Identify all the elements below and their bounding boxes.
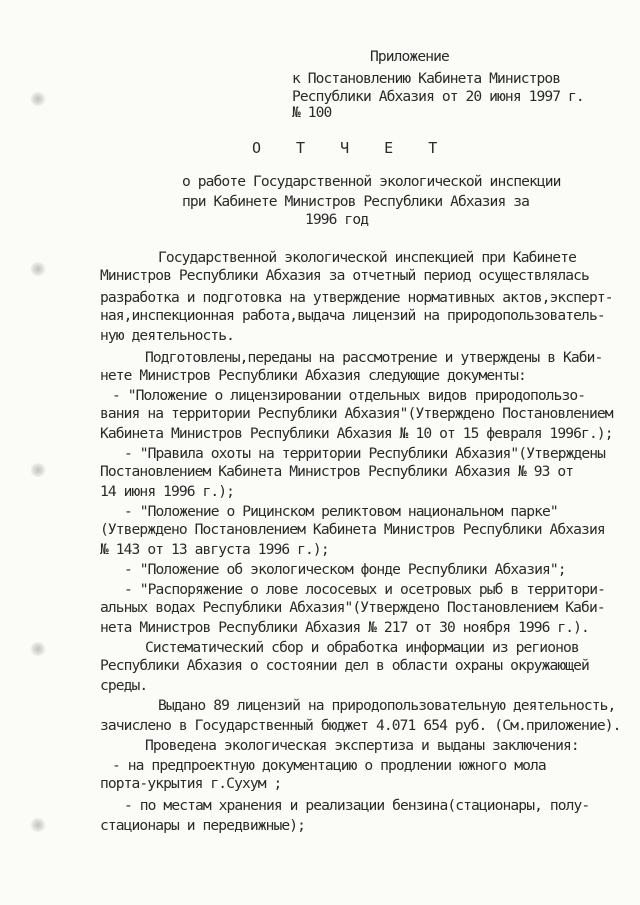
body-line: нете Министров Республики Абхазия следующие документы: bbox=[100, 367, 526, 384]
body-line: разработка и подготовка на утверждение нормативных актов,эксперт- bbox=[100, 289, 613, 306]
appendix-label: Приложение bbox=[370, 48, 449, 65]
body-line: среды. bbox=[100, 677, 148, 694]
resolution-reference: к Постановлению Кабинета Министров bbox=[292, 70, 561, 87]
body-line: Подготовлены,переданы на рассмотрение и утверждены в Каби- bbox=[145, 349, 603, 366]
body-line: (Утверждено Постановлением Кабинета Министров Республики Абхазия bbox=[100, 521, 605, 538]
body-line: стационары и передвижные); bbox=[100, 817, 306, 834]
body-line: Республики Абхазия о состоянии дел в области охраны окружающей bbox=[100, 657, 589, 674]
body-line: № 143 от 13 августа 1996 г.); bbox=[100, 541, 329, 558]
body-line: Государственной экологической инспекцией при Кабинете bbox=[158, 249, 576, 266]
body-line: - на предпроектную документацию о продлении южного мола bbox=[112, 757, 546, 774]
body-line: - "Положение об экологическом фонде Республики Абхазия"; bbox=[124, 561, 566, 578]
body-line: 14 июня 1996 г.); bbox=[100, 483, 235, 500]
binding-hole-mark bbox=[30, 818, 46, 832]
report-title: О Т Ч Е Т bbox=[252, 139, 451, 157]
body-line: ная,инспекционная работа,выдача лицензий на природопользователь- bbox=[100, 307, 605, 324]
binding-hole-mark bbox=[30, 463, 46, 477]
body-line: - по местам хранения и реализации бензина(стационары, полу- bbox=[124, 797, 590, 814]
body-line: зачислено в Государственный бюджет 4.071 654 руб. (См.приложение). bbox=[100, 717, 621, 734]
body-line: - "Правила охоты на территории Республики Абхазия"(Утверждены bbox=[124, 445, 606, 462]
body-line: - "Распоряжение о лове лососевых и осетровых рыб в территори- bbox=[124, 581, 606, 598]
body-line: Систематический сбор и обработка информации из регионов bbox=[145, 639, 579, 656]
body-line: порта-укрытия г.Сухум ; bbox=[100, 775, 282, 792]
body-line: - "Положение о лицензировании отдельных видов природопользо- bbox=[112, 387, 586, 404]
binding-hole-mark bbox=[30, 92, 46, 106]
body-line: - "Положение о Рицинском реликтовом национальном парке" bbox=[124, 503, 558, 520]
report-subtitle-1: о работе Государственной экологической инспекции bbox=[182, 173, 561, 190]
report-subtitle-3: 1996 год bbox=[305, 211, 369, 228]
body-line: Постановлением Кабинета Министров Республики Абхазия № 93 от bbox=[100, 463, 574, 480]
body-line: альных водах Республики Абхазия"(Утверждено Постановлением Каби- bbox=[100, 599, 605, 616]
body-line: ную деятельность. bbox=[100, 327, 235, 344]
resolution-number: № 100 bbox=[292, 104, 332, 121]
body-line: вания на территории Республики Абхазия"(Утверждено Постановлением bbox=[100, 405, 613, 422]
body-line: нета Министров Республики Абхазия № 217 от 30 ноября 1996 г.). bbox=[100, 619, 589, 636]
body-line: Проведена экологическая экспертиза и выданы заключения: bbox=[145, 737, 579, 754]
binding-hole-mark bbox=[30, 262, 46, 276]
binding-hole-mark bbox=[30, 642, 46, 656]
body-line: Министров Республики Абхазия за отчетный период осуществлялась bbox=[100, 267, 589, 284]
report-subtitle-2: при Кабинете Министров Республики Абхазия за bbox=[182, 193, 529, 210]
body-line: Выдано 89 лицензий на природопользовательную деятельность, bbox=[158, 697, 616, 714]
resolution-date: Республики Абхазия от 20 июня 1997 г. bbox=[292, 88, 584, 105]
body-line: Кабинета Министров Республики Абхазия № 10 от 15 февраля 1996г.); bbox=[100, 425, 613, 442]
